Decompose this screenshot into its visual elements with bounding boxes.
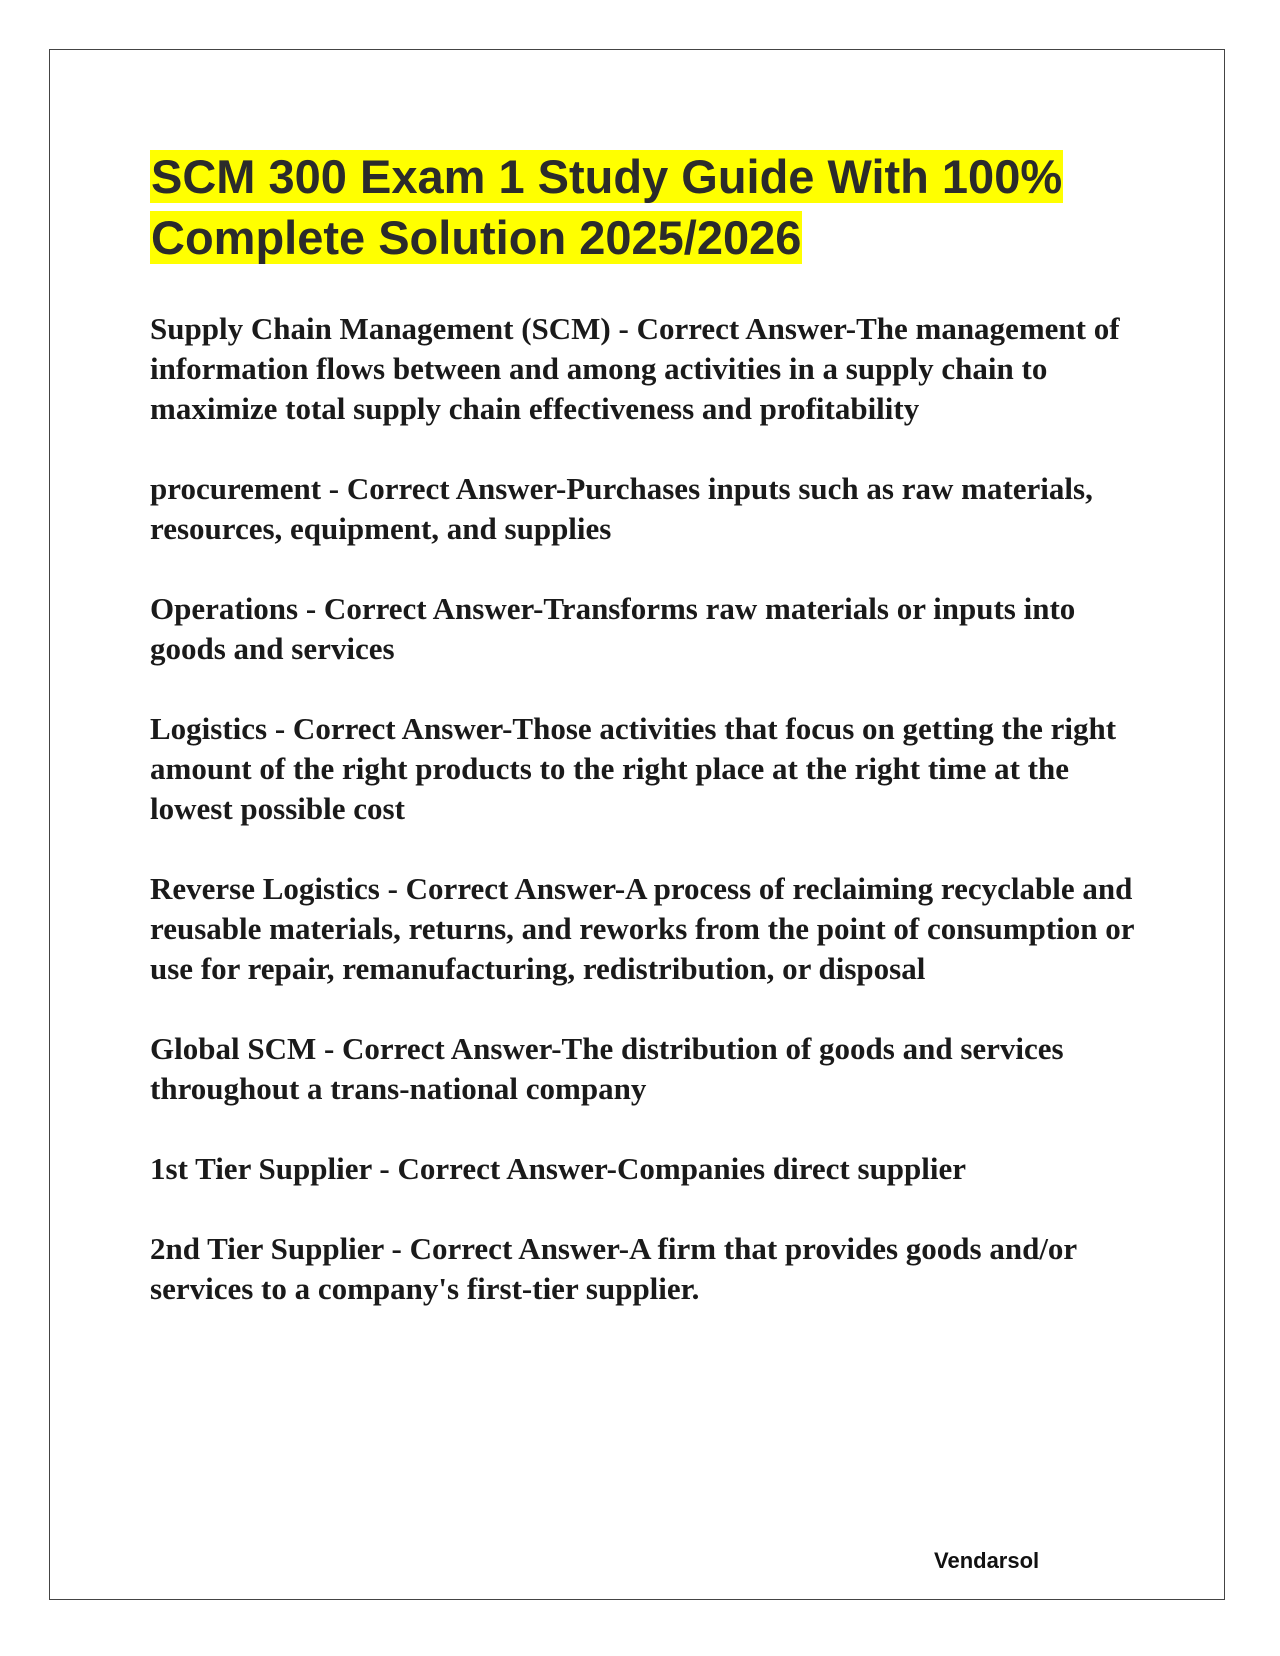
- entry-reverse-logistics: Reverse Logistics - Correct Answer-A process of reclaiming recyclable and reusable materials, returns, and reworks from the point of consumption or use for repair, remanufacturing, redistribution, or disposal: [150, 871, 1134, 986]
- entry-first-tier-supplier: 1st Tier Supplier - Correct Answer-Companies direct supplier: [150, 1151, 967, 1186]
- title-highlight: SCM 300 Exam 1 Study Guide With 100% Complete Solution 2025/2026: [151, 150, 1063, 264]
- entry-procurement: procurement - Correct Answer-Purchases inputs such as raw materials, resources, equipment, and supplies: [150, 471, 1093, 546]
- entry-scm: Supply Chain Management (SCM) - Correct Answer-The management of information flows between and among activities in a supply chain to maximize total supply chain effectiveness and profitability: [150, 311, 1120, 426]
- entry-second-tier-supplier: 2nd Tier Supplier - Correct Answer-A firm that provides goods and/or services to a company's first-tier supplier.: [150, 1231, 1077, 1306]
- document-title: [150, 146, 1150, 268]
- entry-logistics: Logistics - Correct Answer-Those activities that focus on getting the right amount of the right products to the right place at the right time at the lowest possible cost: [150, 711, 1117, 826]
- entry-global-scm: Global SCM - Correct Answer-The distribution of goods and services throughout a trans-national company: [150, 1031, 1064, 1106]
- entry-operations: Operations - Correct Answer-Transforms raw materials or inputs into goods and services: [150, 591, 1076, 666]
- footer-brand: Vendarsol: [934, 1548, 1040, 1573]
- entry-list: [150, 309, 1140, 1349]
